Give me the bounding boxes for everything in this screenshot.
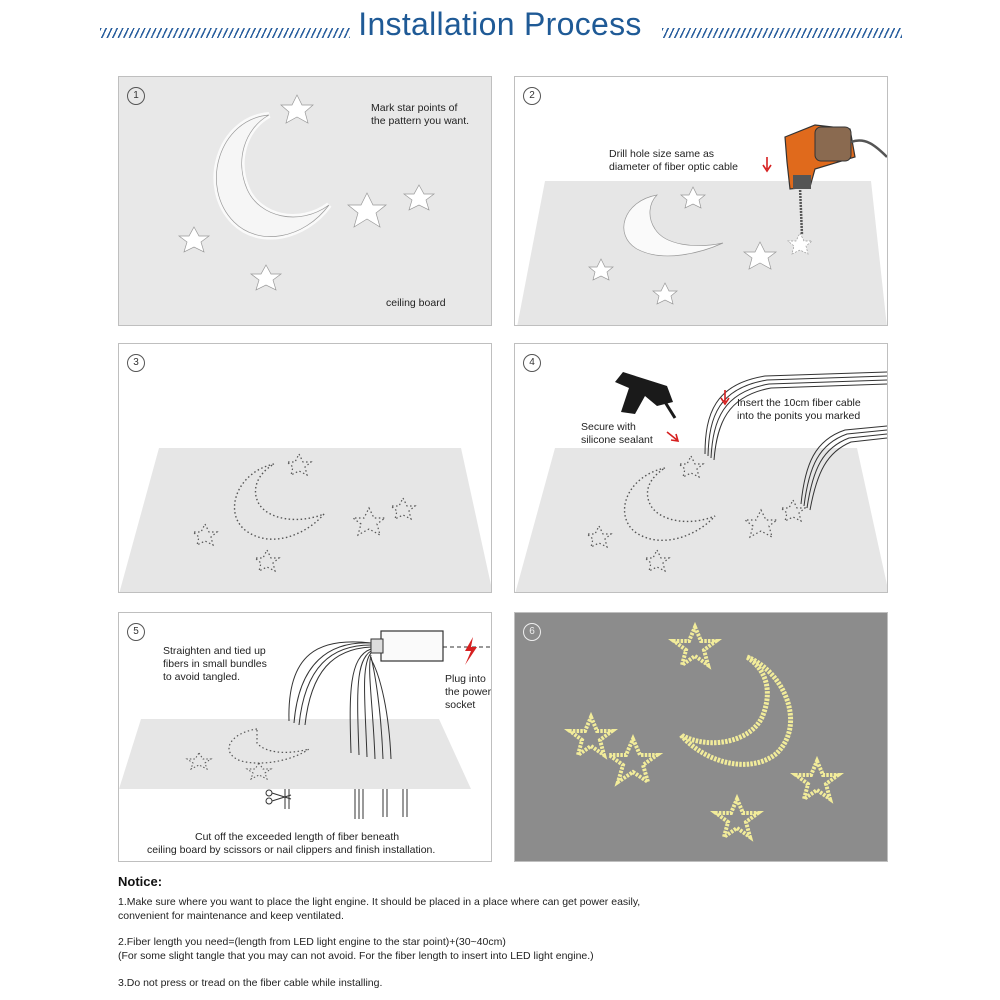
plug-label: Plug into xyxy=(445,673,486,685)
moon-icon xyxy=(216,115,329,237)
step-4-sealant-label: Secure with xyxy=(581,421,636,433)
step-number: 6 xyxy=(523,623,541,641)
cut-fiber-instruction: Cut off the exceeded length of fiber beneath xyxy=(195,831,400,843)
step-6-illustration xyxy=(515,613,888,862)
step-3-panel xyxy=(118,343,492,593)
step-6-panel xyxy=(514,612,888,862)
step-2-instruction: Drill hole size same as xyxy=(609,148,715,160)
step-1-instruction-2: the pattern you want. xyxy=(371,115,470,127)
step-2-illustration xyxy=(515,77,888,326)
step-2-panel xyxy=(514,76,888,326)
step-4-illustration xyxy=(515,344,888,593)
step-5-panel xyxy=(118,612,492,862)
notice-line-2: 2.Fiber length you need=(length from LED light engine to the star point)+(30~40cm) xyxy=(118,936,506,948)
page-title: Installation Process xyxy=(358,6,642,42)
notice-line-1b: convenient for maintenance and keep ventilated. xyxy=(118,910,344,922)
step-4-instruction: Insert the 10cm fiber cable xyxy=(737,397,861,409)
step-5-instruction: Straighten and tied up xyxy=(163,645,266,657)
step-number: 2 xyxy=(523,87,541,105)
notice-title: Notice: xyxy=(118,874,163,889)
step-1-panel xyxy=(118,76,492,326)
lightning-icon xyxy=(465,637,477,665)
light-engine-icon xyxy=(371,631,443,661)
plug-label-3: socket xyxy=(445,699,476,711)
scissors-icon xyxy=(266,790,291,804)
glue-gun-icon xyxy=(615,372,675,418)
ceiling-board-label: ceiling board xyxy=(386,297,446,309)
cut-fiber-instruction-2: ceiling board by scissors or nail clippers and finish installation. xyxy=(147,844,436,856)
star-icon xyxy=(570,627,838,837)
step-number: 4 xyxy=(523,354,541,372)
plug-label-2: the power xyxy=(445,686,492,698)
step-4-sealant-label-2: silicone sealant xyxy=(581,434,653,446)
step-1-instruction: Mark star points of xyxy=(371,102,458,114)
notice-line-3: 3.Do not press or tread on the fiber cable while installing. xyxy=(118,977,383,989)
notice-line-1: 1.Make sure where you want to place the light engine. It should be placed in a place where can get power easily, xyxy=(118,896,641,908)
step-4-panel xyxy=(514,343,888,593)
moon-icon xyxy=(681,657,791,764)
step-3-illustration xyxy=(119,344,492,593)
notice-line-2b: (For some slight tangle that you may can not avoid. For the fiber length to insert into LED light engine.) xyxy=(118,950,594,962)
step-number: 1 xyxy=(127,87,145,105)
step-5-instruction-3: to avoid tangled. xyxy=(163,671,241,683)
step-4-instruction-2: into the ponits you marked xyxy=(737,410,861,422)
step-5-instruction-2: fibers in small bundles xyxy=(163,658,267,670)
step-2-instruction-2: diameter of fiber optic cable xyxy=(609,161,738,173)
step-number: 3 xyxy=(127,354,145,372)
step-number: 5 xyxy=(127,623,145,641)
